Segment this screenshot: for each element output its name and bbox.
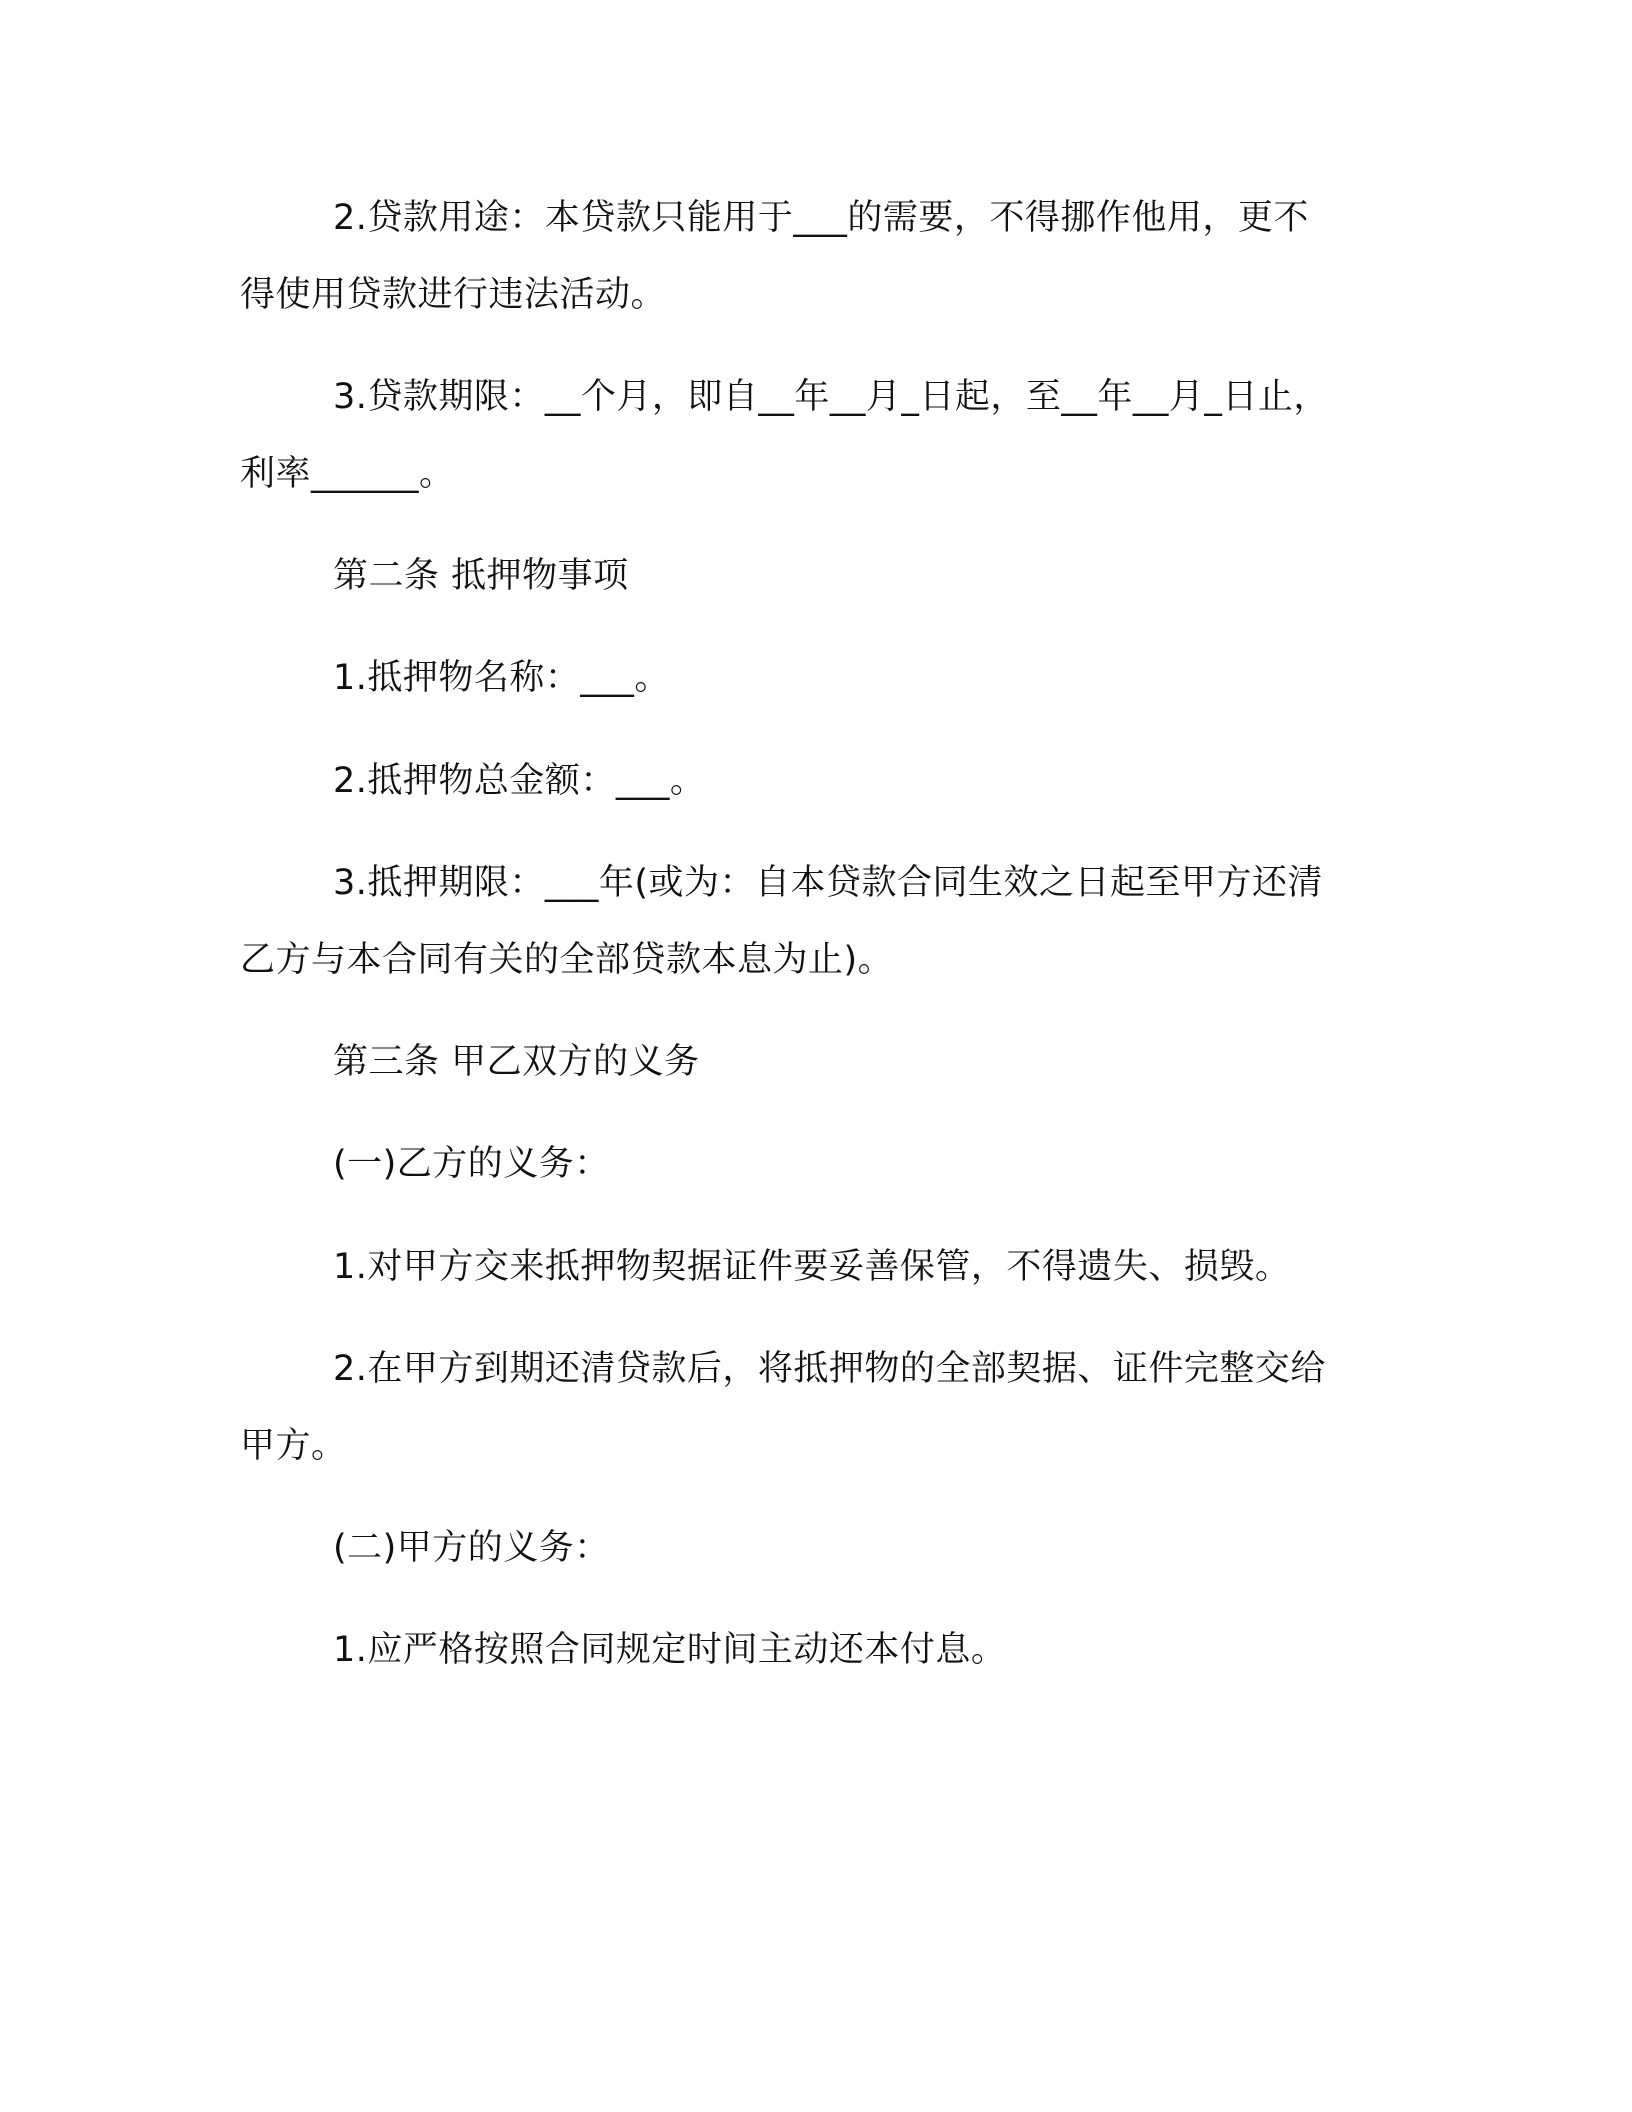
paragraph-party-b-duty-2-line-2: 甲方。	[240, 1426, 347, 1466]
section-heading-article-2: 第二条 抵押物事项	[333, 556, 629, 596]
paragraph-party-b-duty-1: 1.对甲方交来抵押物契据证件要妥善保管，不得遗失、损毁。	[333, 1247, 1291, 1287]
paragraph-party-a-duty-1: 1.应严格按照合同规定时间主动还本付息。	[333, 1630, 1007, 1670]
paragraph-loan-purpose-line-2: 得使用贷款进行违法活动。	[240, 275, 667, 315]
paragraph-mortgage-term-line-2: 乙方与本合同有关的全部贷款本息为止)。	[240, 940, 894, 980]
section-heading-article-3: 第三条 甲乙双方的义务	[333, 1042, 700, 1082]
paragraph-loan-term-line-2: 利率______。	[240, 454, 455, 494]
subsection-heading-party-b: (一)乙方的义务：	[333, 1144, 610, 1184]
paragraph-collateral-amount: 2.抵押物总金额：___。	[333, 761, 706, 801]
paragraph-collateral-name: 1.抵押物名称：___。	[333, 658, 670, 698]
paragraph-party-b-duty-2-line-1: 2.在甲方到期还清贷款后，将抵押物的全部契据、证件完整交给	[333, 1349, 1326, 1389]
subsection-heading-party-a: (二)甲方的义务：	[333, 1528, 610, 1568]
paragraph-loan-purpose-line-1: 2.贷款用途：本贷款只能用于___的需要，不得挪作他用，更不	[333, 198, 1309, 238]
paragraph-loan-term-line-1: 3.贷款期限：__个月，即自__年__月_日起，至__年__月_日止，	[333, 377, 1329, 417]
paragraph-mortgage-term-line-1: 3.抵押期限：___年(或为：自本贷款合同生效之日起至甲方还清	[333, 863, 1324, 903]
